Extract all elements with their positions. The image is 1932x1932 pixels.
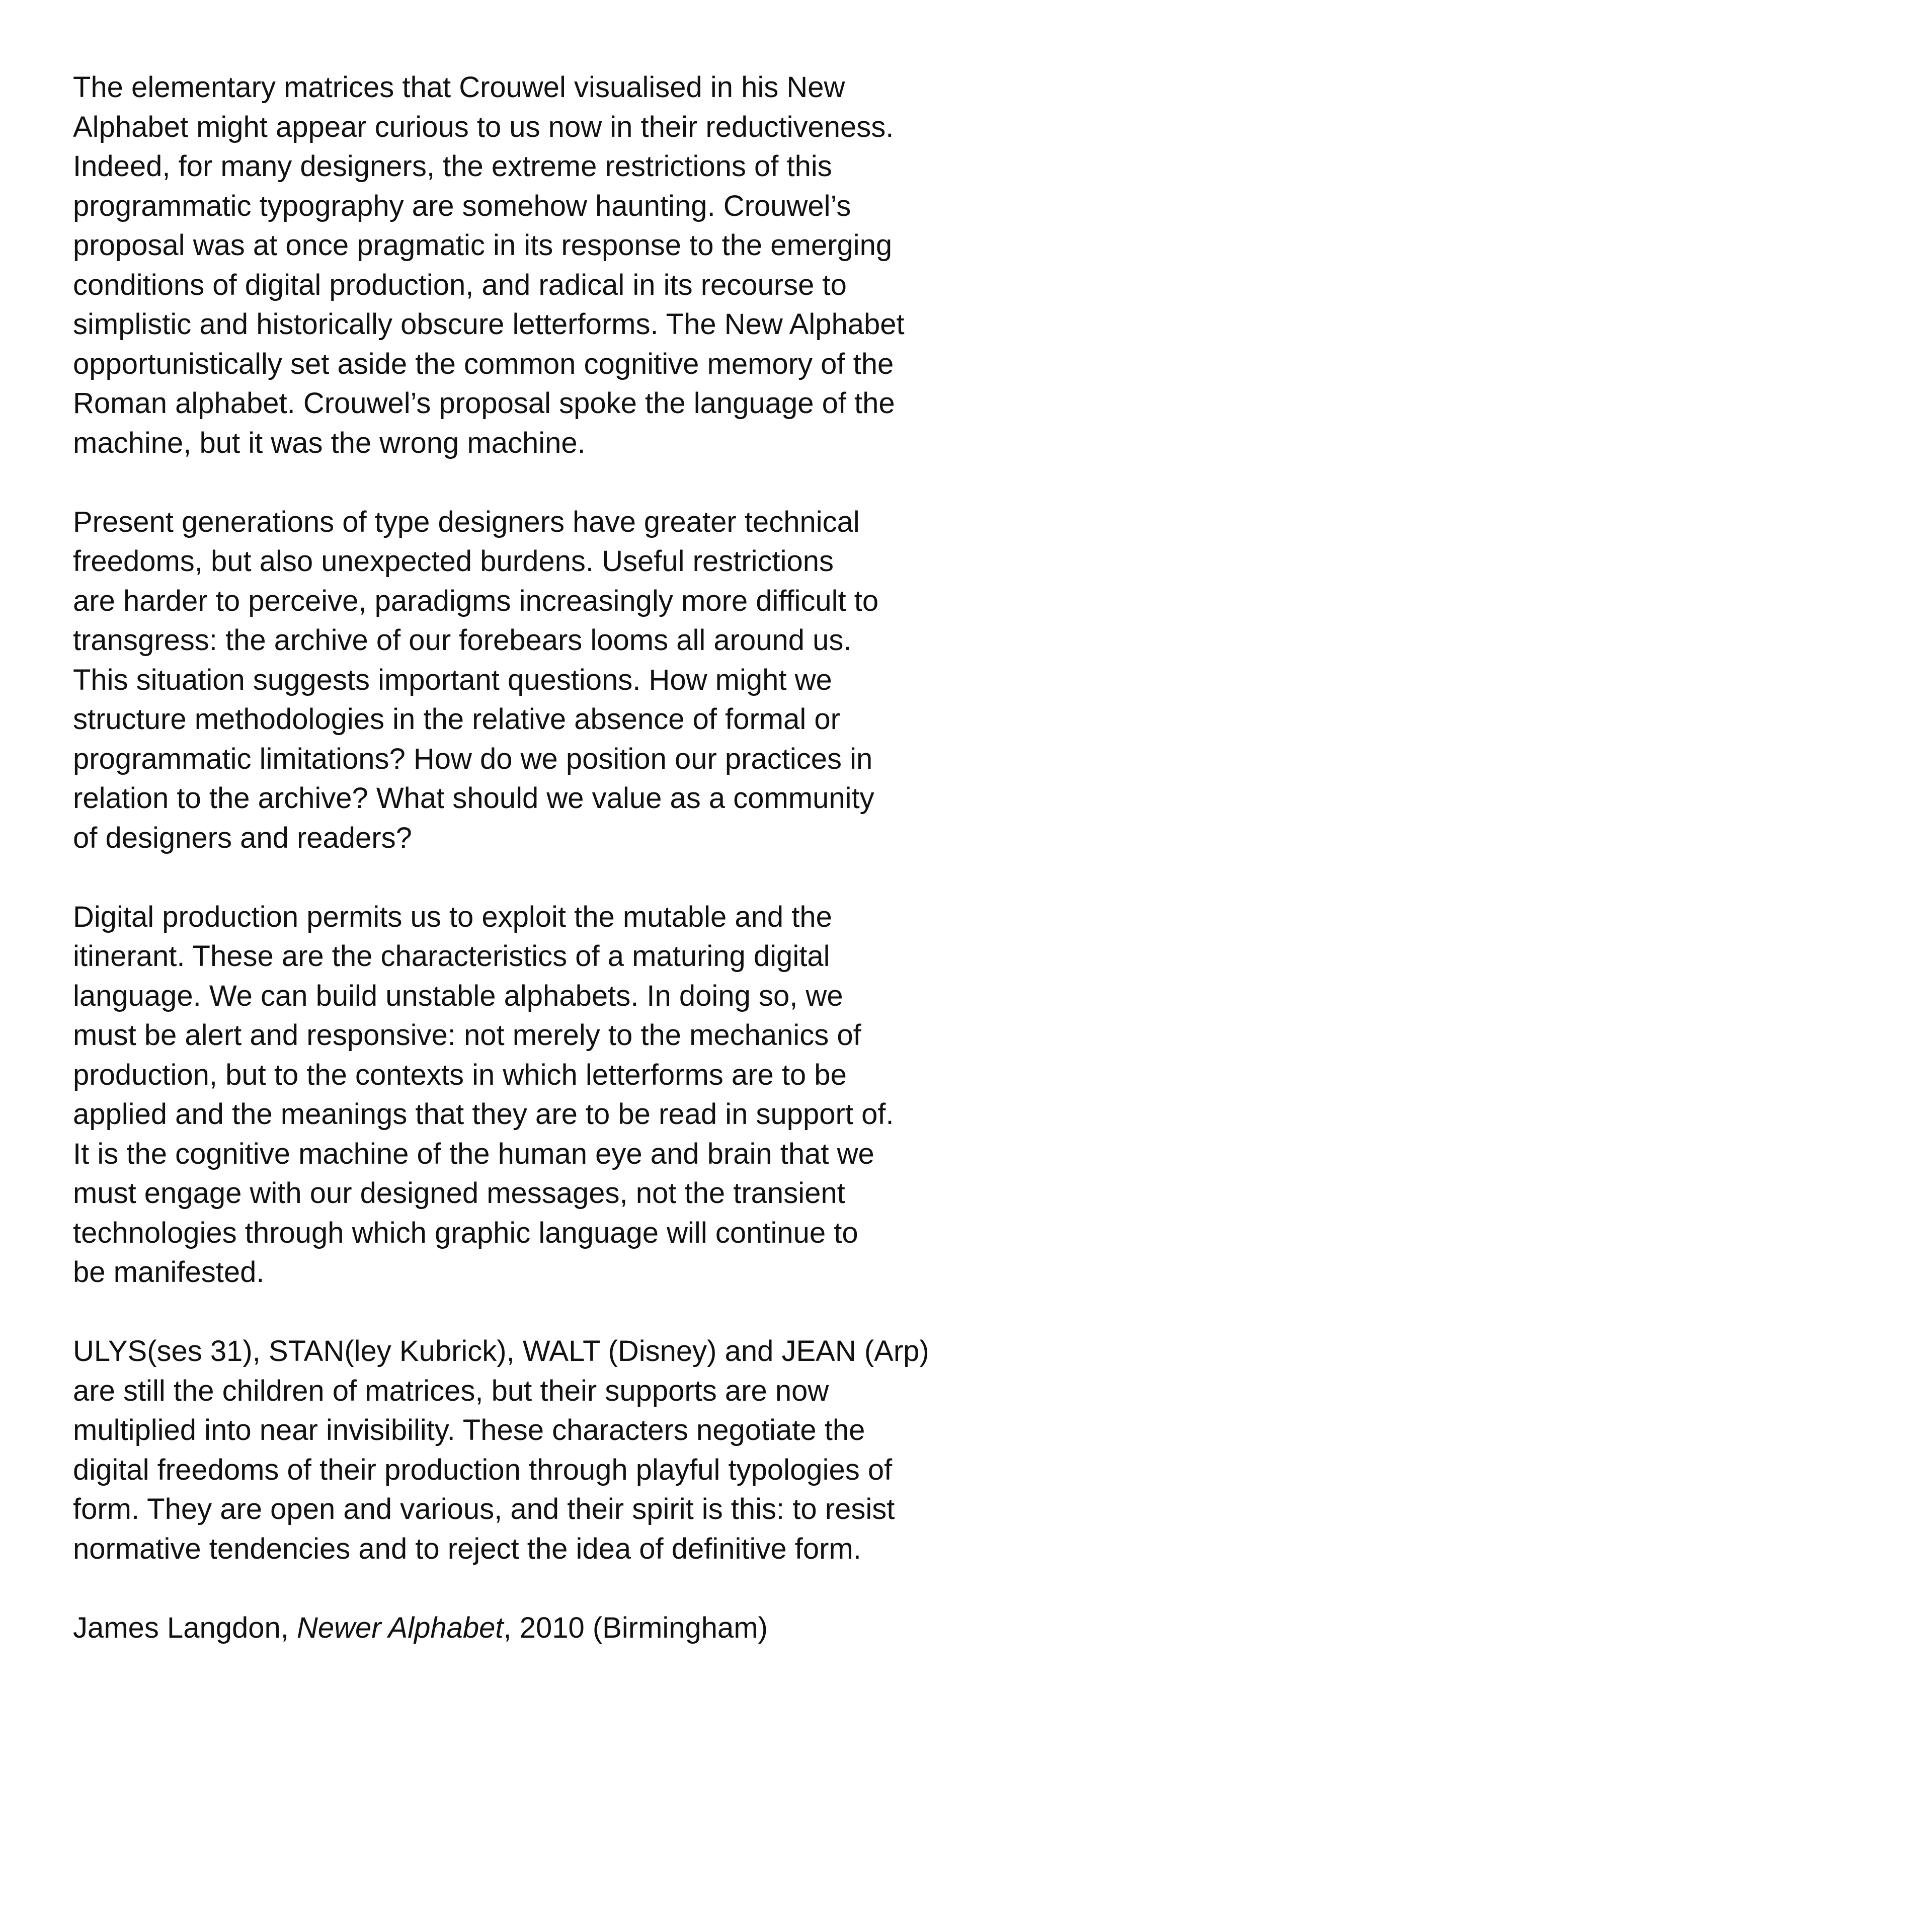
text-line: programmatic limitations? How do we position our practices in xyxy=(73,742,873,775)
credit-line xyxy=(73,1608,979,1648)
text-line: language. We can build unstable alphabets. In doing so, we xyxy=(73,979,843,1012)
text-line: itinerant. These are the characteristics of a maturing digital xyxy=(73,940,830,973)
text-line: multiplied into near invisibility. These characters negotiate the xyxy=(73,1414,865,1446)
text-line: machine, but it was the wrong machine. xyxy=(73,426,586,459)
text-line: technologies through which graphic language will continue to xyxy=(73,1216,858,1249)
text-line: form. They are open and various, and their spirit is this: to resist xyxy=(73,1493,895,1525)
text-line: production, but to the contexts in which letterforms are to be xyxy=(73,1058,847,1091)
text-line: of designers and readers? xyxy=(73,821,412,854)
text-line: relation to the archive? What should we value as a community xyxy=(73,782,874,815)
text-line: transgress: the archive of our forebears looms all around us. xyxy=(73,624,852,657)
text-line: Indeed, for many designers, the extreme restrictions of this xyxy=(73,150,832,183)
paragraph-3 xyxy=(73,898,979,1293)
text-line: structure methodologies in the relative absence of formal or xyxy=(73,703,840,736)
text-line: are harder to perceive, paradigms increasingly more difficult to xyxy=(73,584,879,617)
text-line: must be alert and responsive: not merely to the mechanics of xyxy=(73,1019,861,1052)
text-line: Digital production permits us to exploit the mutable and the xyxy=(73,900,832,933)
text-line: be manifested. xyxy=(73,1256,265,1289)
essay-text xyxy=(73,68,979,1648)
text-line: applied and the meanings that they are to be read in support of. xyxy=(73,1098,894,1131)
text-line: opportunistically set aside the common cognitive memory of the xyxy=(73,347,894,380)
text-line: freedoms, but also unexpected burdens. Useful restrictions xyxy=(73,545,834,578)
text-line: Alphabet might appear curious to us now in their reductiveness. xyxy=(73,110,894,143)
text-line: It is the cognitive machine of the human eye and brain that we xyxy=(73,1137,874,1170)
paragraph-2 xyxy=(73,503,979,858)
text-line: Present generations of type designers have greater technical xyxy=(73,505,860,538)
text-line: Roman alphabet. Crouwel’s proposal spoke the language of the xyxy=(73,387,895,420)
credit-author: James Langdon, xyxy=(73,1611,297,1644)
text-line: simplistic and historically obscure letterforms. The New Alphabet xyxy=(73,308,905,341)
text-line: are still the children of matrices, but their supports are now xyxy=(73,1374,829,1407)
text-line: proposal was at once pragmatic in its response to the emerging xyxy=(73,229,893,262)
text-line: programmatic typography are somehow haunting. Crouwel’s xyxy=(73,189,851,222)
paragraph-1 xyxy=(73,68,979,463)
text-line: normative tendencies and to reject the idea of definitive form. xyxy=(73,1532,861,1565)
credit-title: Newer Alphabet xyxy=(296,1611,504,1644)
text-line: The elementary matrices that Crouwel visualised in his New xyxy=(73,71,845,104)
text-line: must engage with our designed messages, not the transient xyxy=(73,1177,845,1210)
text-line: conditions of digital production, and radical in its recourse to xyxy=(73,268,847,301)
text-line: This situation suggests important questions. How might we xyxy=(73,663,832,696)
paragraph-4 xyxy=(73,1332,979,1569)
text-line: digital freedoms of their production through playful typologies of xyxy=(73,1453,893,1486)
credit-date-place: , 2010 (Birmingham) xyxy=(503,1611,768,1644)
text-line: ULYS(ses 31), STAN(ley Kubrick), WALT (Disney) and JEAN (Arp) xyxy=(73,1335,929,1367)
